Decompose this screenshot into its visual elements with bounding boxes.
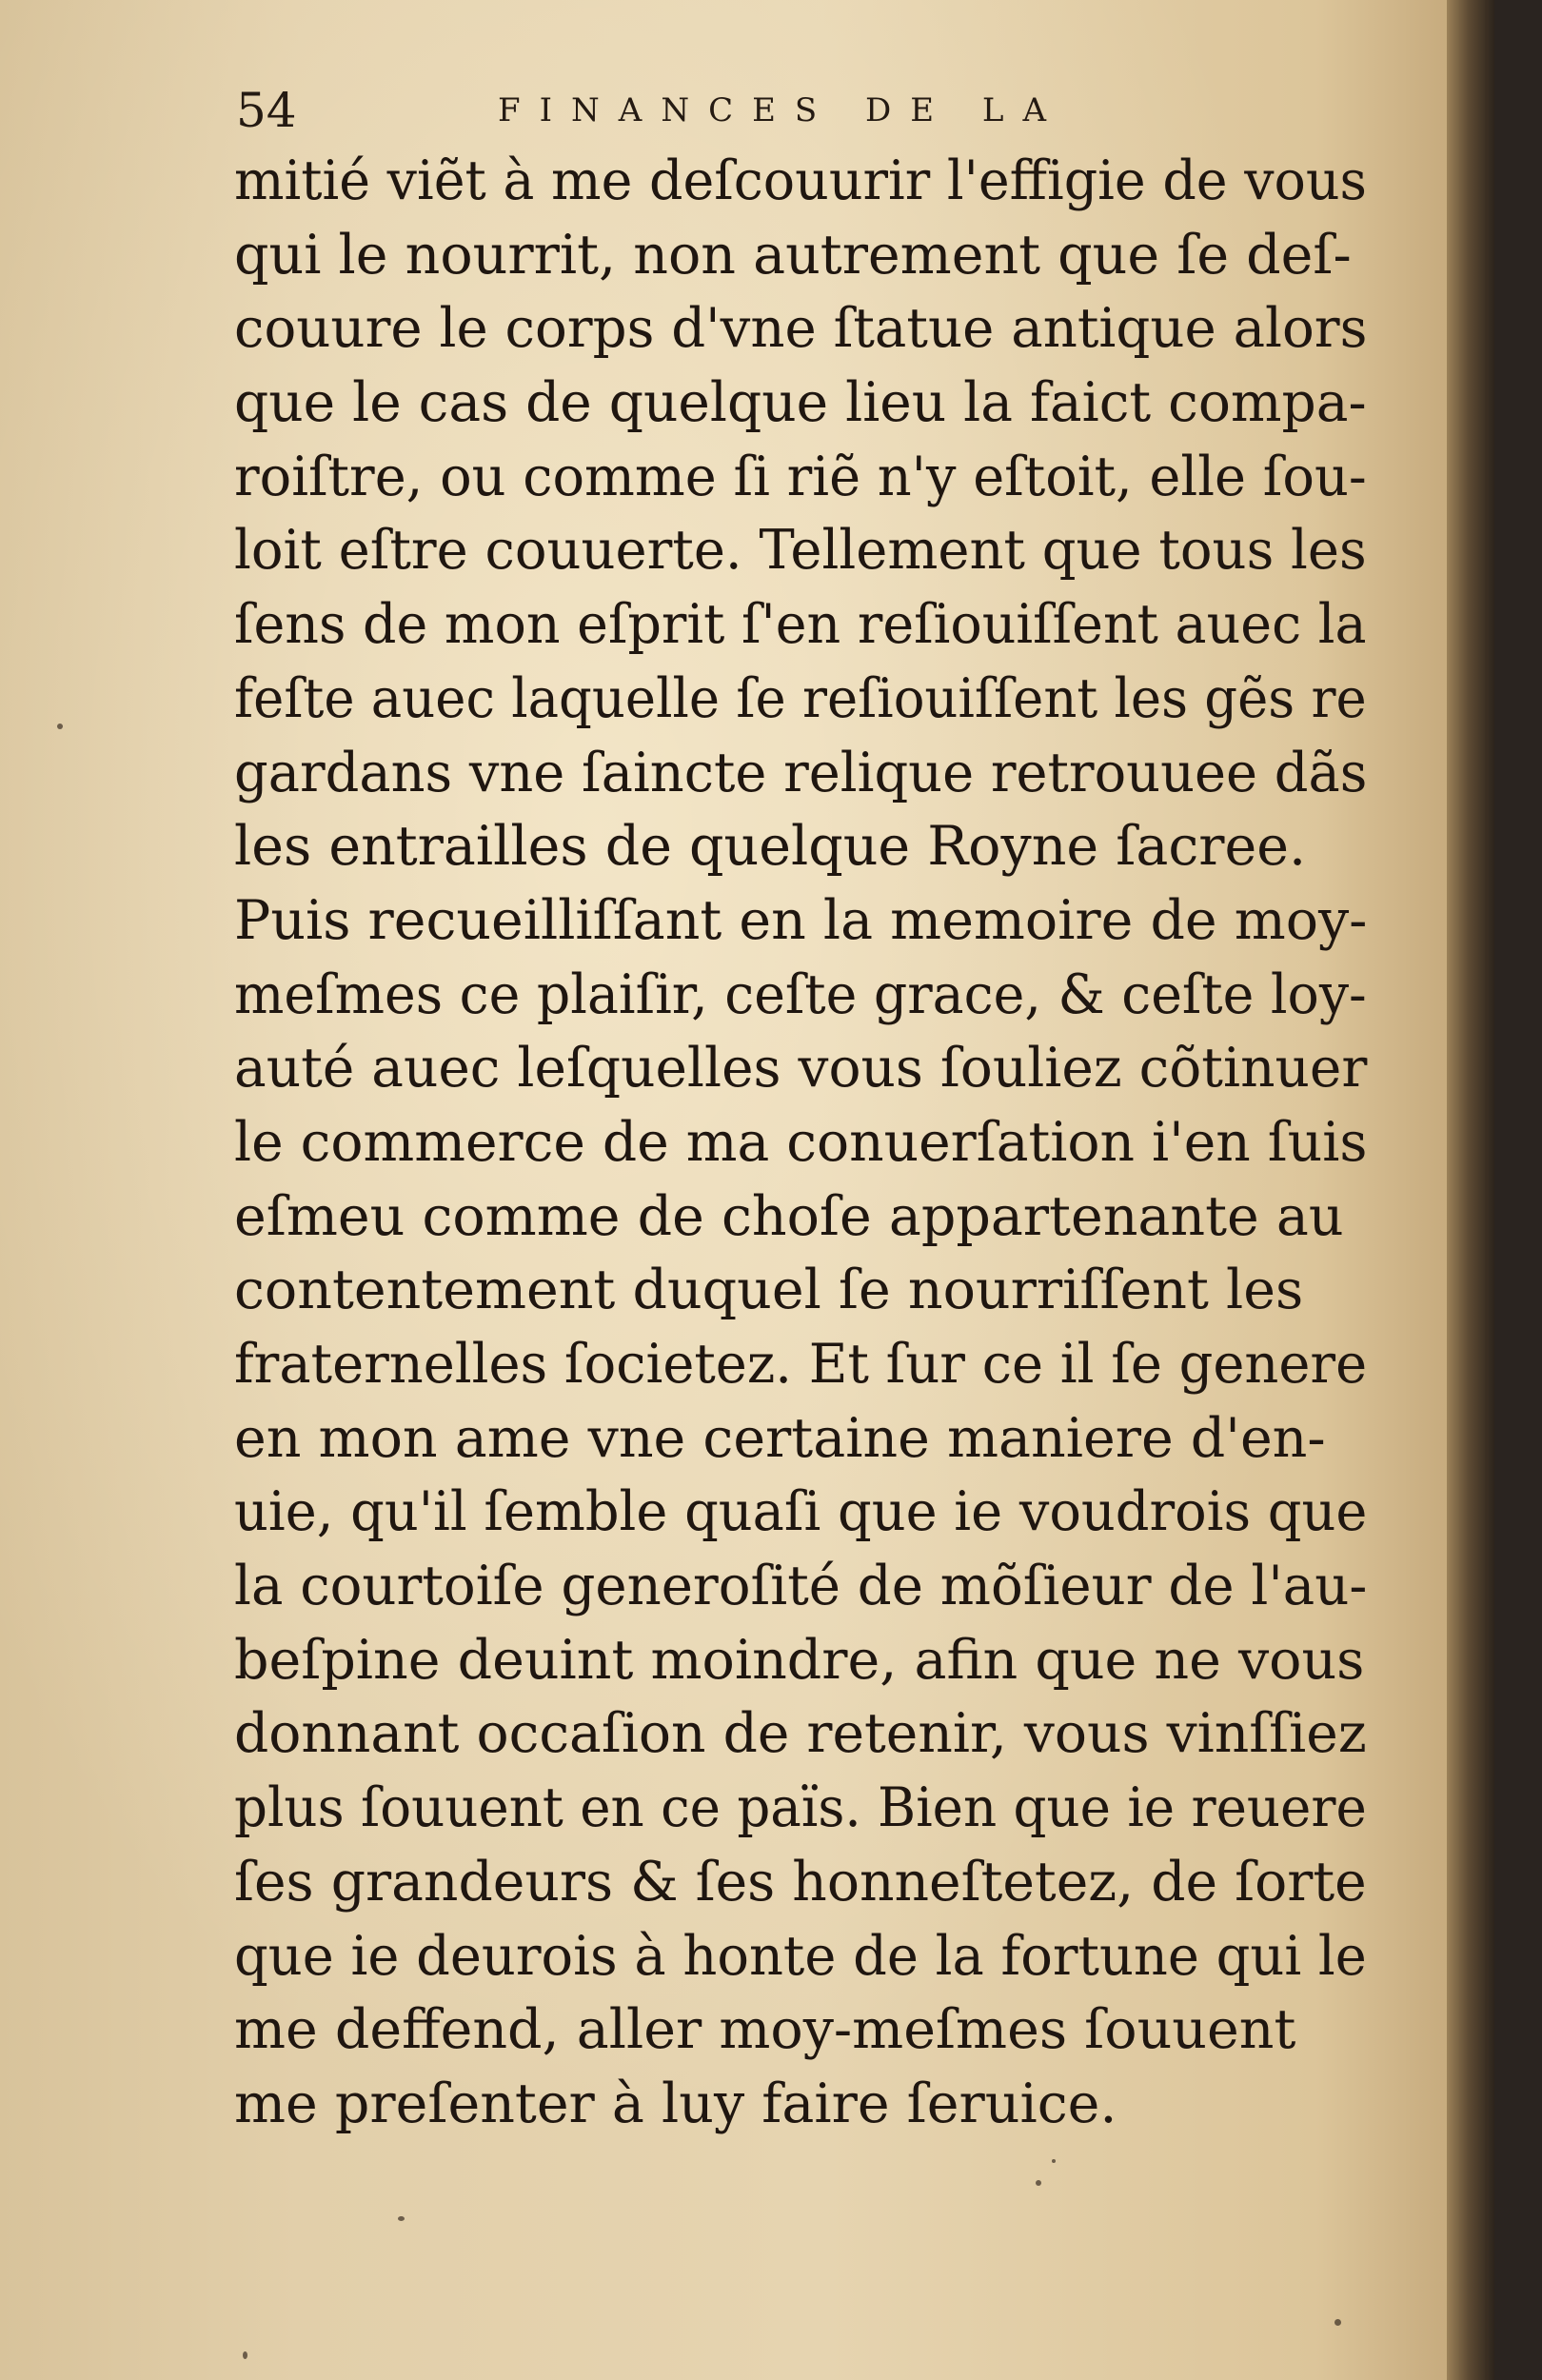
text-line: auté auec leſquelles vous ſouliez cõtinuer: [234, 1037, 1368, 1101]
ink-speck: [57, 724, 63, 729]
text-line: feſte auec laquelle ſe reſiouiſſent les gẽs re: [234, 666, 1367, 730]
text-line: beſpine deuint moindre, afin que ne vous: [234, 1628, 1365, 1692]
text-line: le commerce de ma conuerſation i'en ſuis: [234, 1110, 1368, 1174]
text-line: ſes grandeurs & ſes honneſtetez, de ſorte: [234, 1850, 1367, 1914]
text-line: uie, qu'il ſemble quaſi que ie voudrois que: [234, 1480, 1368, 1544]
page-number: 54: [236, 83, 297, 138]
text-line: Puis recueilliſſant en la memoire de moy-: [234, 888, 1368, 952]
text-line: roiſtre, ou comme ſi riẽ n'y eſtoit, elle ſou-: [234, 445, 1367, 508]
ink-speck: [1334, 2319, 1341, 2326]
text-line: donnant occaſion de retenir, vous vinſſiez: [234, 1702, 1367, 1766]
text-line: qui le nourrit, non autrement que ſe deſ-: [234, 223, 1352, 287]
text-line: meſmes ce plaiſir, ceſte grace, & ceſte loy-: [234, 962, 1367, 1026]
text-line: mitié viẽt à me deſcouurir l'effigie de vous: [234, 149, 1368, 212]
running-title: FINANCES DE LA: [498, 91, 1066, 129]
text-line: fraternelles ſocietez. Et ſur ce il ſe genere: [234, 1333, 1368, 1396]
text-line: me preſenter à luy faire ſeruice.: [234, 2072, 1117, 2135]
page-edge-shadow: [1485, 0, 1489, 2380]
text-line: la courtoiſe generoſité de mõſieur de l'au-: [234, 1555, 1368, 1618]
page-header: [236, 84, 1188, 137]
ink-speck: [243, 2351, 247, 2359]
text-line: en mon ame vne certaine maniere d'en-: [234, 1406, 1326, 1470]
text-line: contentement duquel ſe nourriſſent les: [234, 1259, 1304, 1322]
ink-speck: [1052, 2159, 1056, 2163]
text-line: gardans vne ſaincte relique retrouuee dãs: [234, 741, 1368, 804]
body-text: [234, 145, 1367, 2142]
text-line: plus ſouuent en ce païs. Bien que ie reuere: [234, 1776, 1367, 1840]
text-line: loit eſtre couuerte. Tellement que tous les: [234, 519, 1367, 583]
text-line: que le cas de quelque lieu la faict compa-: [234, 371, 1367, 435]
text-line: eſmeu comme de choſe appartenante au: [234, 1184, 1344, 1248]
ink-speck: [398, 2216, 405, 2221]
text-line: couure le corps d'vne ſtatue antique alors: [234, 297, 1368, 361]
text-line: ſens de mon eſprit ſ'en reſiouiſſent auec la: [234, 593, 1367, 657]
text-line: que ie deurois à honte de la fortune qui le: [234, 1924, 1367, 1988]
text-line: les entrailles de quelque Royne ſacree.: [234, 815, 1307, 879]
ink-speck: [1036, 2180, 1041, 2186]
text-line: me deffend, aller moy-meſmes ſouuent: [234, 1998, 1296, 2062]
